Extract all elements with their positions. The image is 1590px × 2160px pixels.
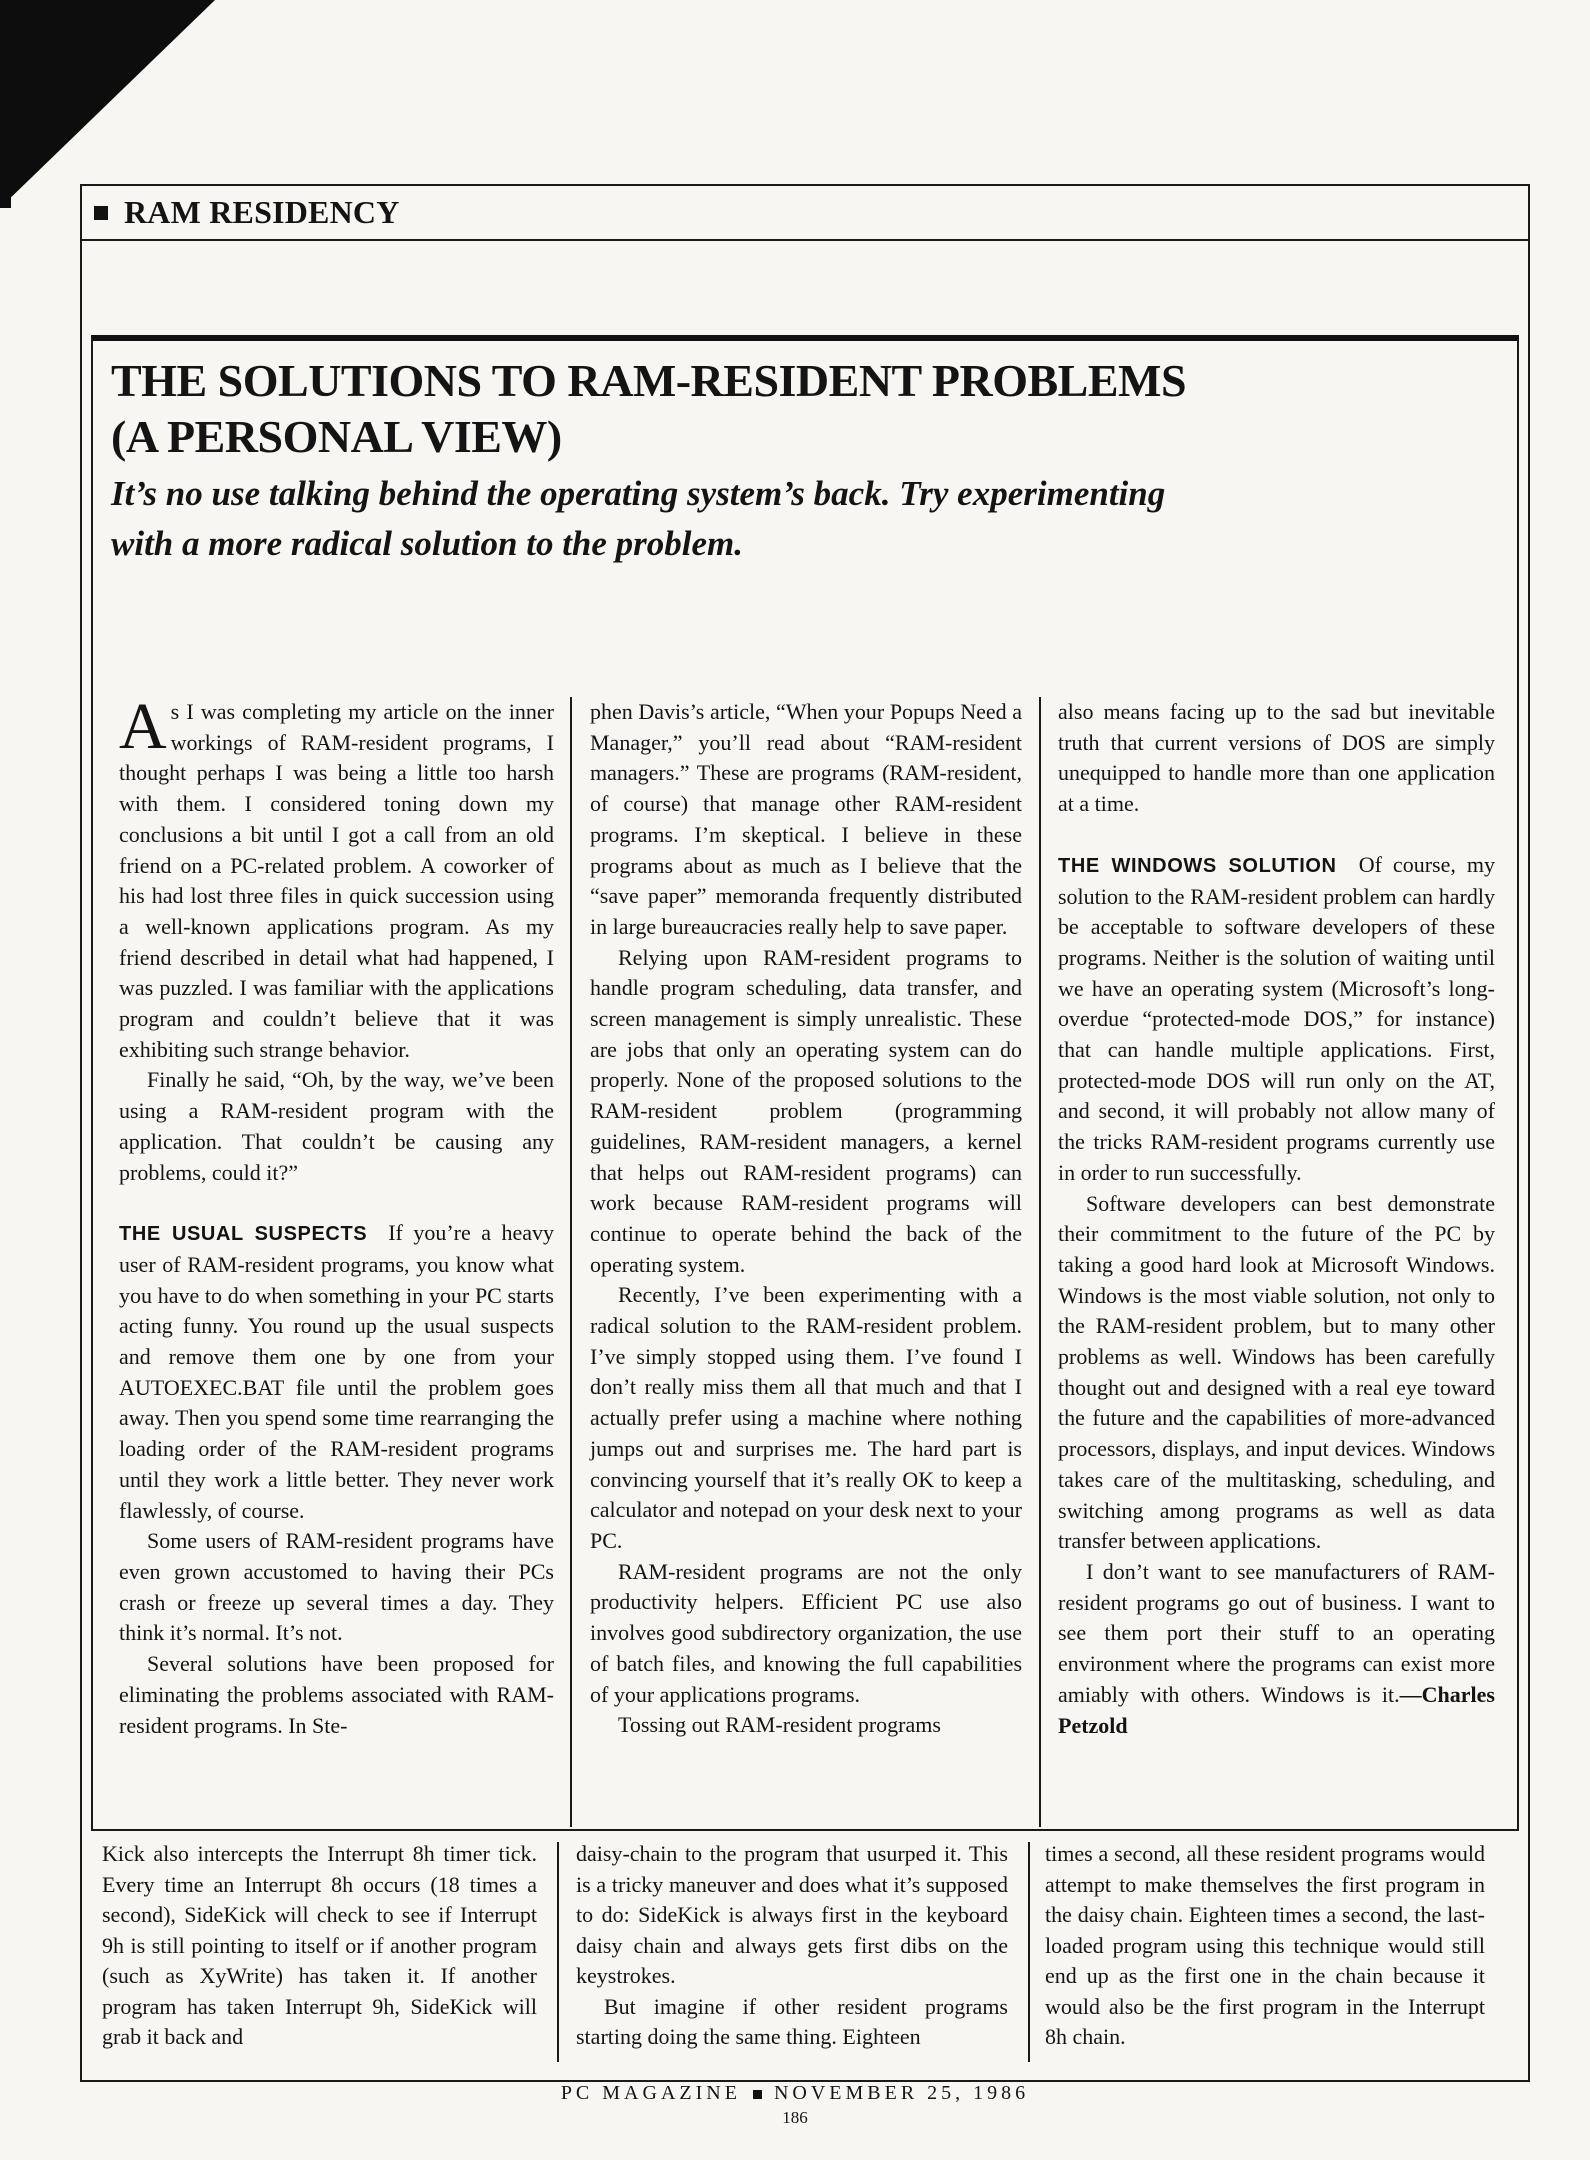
continued-column-3	[1045, 1839, 1485, 2053]
paragraph: Tossing out RAM-resident programs	[618, 1712, 941, 1738]
column-1	[119, 690, 554, 1741]
paragraph-text: Of course, my solution to the RAM-resident problem can hardly be acceptable to software developers of these programs. Neither is the solution of waiting until we have an operating system (Microsoft’s long-overdue “protected-mode DOS,” for instance) that can handle multiple applications. First, protected-mode DOS will run only on the AT, and second, it will probably not allow many of the tricks RAM-resident programs currently use in order to run successfully.	[1058, 851, 1495, 1185]
drop-cap: A	[119, 690, 167, 763]
corner-bar-decoration	[0, 0, 11, 208]
column-divider	[570, 697, 572, 1827]
section-bullet-icon	[94, 206, 108, 220]
article-title	[111, 353, 1471, 465]
column-2	[590, 697, 1022, 1741]
section-label: RAM RESIDENCY	[124, 194, 400, 230]
footer-date: NOVEMBER 25, 1986	[773, 2082, 1030, 2104]
column-divider	[557, 1842, 559, 2062]
page-frame	[80, 184, 1530, 2082]
column-divider	[1039, 697, 1041, 1827]
section-header	[82, 186, 1528, 241]
subhead-windows-solution: THE WINDOWS SOLUTION	[1058, 854, 1337, 877]
paragraph-text: s I was completing my article on the inner workings of RAM-resident programs, I thought perhaps I was being a little too harsh with them. I considered toning down my conclusions a bit until I got a call from an old friend on a PC-related problem. A coworker of his had lost three files in quick succession using a well-known applications program. As my friend described in detail what had happened, I was puzzled. I was familiar with the applications program and couldn’t believe that it was exhibiting such strange behavior.	[119, 699, 554, 1062]
paragraph: times a second, all these resident programs would attempt to make themselves the first program in the daisy chain. Eighteen times a second, the last-loaded program using this technique would still end up as the first one in the chain because it would also be the first program in the Interrupt 8h chain.	[1045, 1841, 1485, 2049]
paragraph	[1058, 850, 1495, 1189]
subhead-usual-suspects: THE USUAL SUSPECTS	[119, 1223, 368, 1246]
paragraph: Software developers can best demonstrate their commitment to the future of the PC by taking a good hard look at Microsoft Windows. Windows is the most viable solution, not only to the RAM-resident problem, but to many other problems as well. Windows has been carefully thought out and designed with a real eye toward the future and the capabilities of more-advanced processors, displays, and input devices. Windows takes care of the multitasking, scheduling, and switching among programs as well as data transfer between applications.	[1058, 1190, 1495, 1554]
corner-triangle-decoration	[0, 0, 215, 208]
paragraph	[119, 690, 554, 1065]
column-3	[1058, 697, 1495, 1741]
page-number: 186	[782, 2108, 808, 2127]
paragraph: Some users of RAM-resident programs have even grown accustomed to having their PCs crash or freeze up several times a day. They think it’s normal. It’s not.	[119, 1528, 554, 1646]
paragraph: also means facing up to the sad but inevitable truth that current versions of DOS are simply unequipped to handle more than one application at a time.	[1058, 699, 1495, 817]
paragraph: daisy-chain to the program that usurped it. This is a tricky maneuver and does what it’s supposed to do: SideKick is always first in the keyboard daisy chain and always gets first dibs on the keystrokes.	[576, 1841, 1008, 1988]
continued-column-1	[102, 1839, 537, 2053]
paragraph: Kick also intercepts the Interrupt 8h timer tick. Every time an Interrupt 8h occurs (18 times a second), SideKick will check to see if Interrupt 9h is still pointing to itself or if another program (such as XyWrite) has taken it. If another program has taken Interrupt 9h, SideKick will grab it back and	[102, 1841, 537, 2049]
title-line-1: THE SOLUTIONS TO RAM-RESIDENT PROBLEMS	[111, 355, 1187, 406]
column-divider	[1028, 1842, 1030, 2062]
paragraph: Relying upon RAM-resident programs to handle program scheduling, data transfer, and screen management is simply unrealistic. These are jobs that only an operating system can do properly. None of the proposed solutions to the RAM-resident problem (programming guidelines, RAM-resident managers, a kernel that helps out RAM-resident programs) can work because RAM-resident programs will continue to operate behind the back of the operating system.	[590, 944, 1022, 1277]
article-deck	[111, 469, 1411, 569]
paragraph-text: If you’re a heavy user of RAM-resident programs, you know what you have to do when something in your PC starts acting funny. You round up the usual suspects and remove them one by one from your AUTOEXEC.BAT file until the problem goes away. Then you spend some time rearranging the loading order of the RAM-resident programs until they work a little better. They never work flawlessly, of course.	[119, 1220, 554, 1523]
continued-column-2	[576, 1839, 1008, 2053]
paragraph: Several solutions have been proposed for eliminating the problems associated with RAM-resident programs. In Ste-	[119, 1651, 554, 1738]
paragraph	[119, 1218, 554, 1526]
paragraph	[1058, 1557, 1495, 1741]
paragraph: phen Davis’s article, “When your Popups Need a Manager,” you’ll read about “RAM-resident managers.” These are programs (RAM-resident, of course) that manage other RAM-resident programs. I’m skeptical. I believe in these programs about as much as I believe that the “save paper” memoranda frequently distributed in large bureaucracies really help to save paper.	[590, 699, 1022, 939]
footer-magazine: PC MAGAZINE	[560, 2082, 741, 2104]
paragraph: But imagine if other resident programs starting doing the same thing. Eighteen	[576, 1993, 1008, 2049]
paragraph: RAM-resident programs are not the only productivity helpers. Efficient PC use also involves good subdirectory organization, the use of batch files, and knowing the full capabilities of your applications programs.	[590, 1558, 1022, 1707]
footer-bullet-icon	[753, 2090, 762, 2099]
page-footer	[0, 2082, 1590, 2105]
paragraph: Recently, I’ve been experimenting with a radical solution to the RAM-resident problem. I’ve simply stopped using them. I’ve found I don’t really miss them all that much and that I actually prefer using a machine where nothing jumps out and surprises me. The hard part is convincing yourself that it’s really OK to keep a calculator and notepad on your desk next to your PC.	[590, 1282, 1022, 1553]
deck-line-2: with a more radical solution to the problem.	[111, 524, 744, 563]
deck-line-1: It’s no use talking behind the operating system’s back. Try experimenting	[111, 474, 1166, 513]
author-signature: —Charles Petzold	[1058, 1681, 1495, 1738]
paragraph-text: I don’t want to see manufacturers of RAM-resident programs go out of business. I want to see them port their stuff to an operating environment where the programs can exist more amiably with others. Windows is it.	[1058, 1558, 1495, 1707]
paragraph: Finally he said, “Oh, by the way, we’ve been using a RAM-resident program with the application. That couldn’t be causing any problems, could it?”	[119, 1067, 554, 1185]
article-box	[91, 335, 1519, 1831]
title-line-2: (A PERSONAL VIEW)	[111, 411, 562, 462]
